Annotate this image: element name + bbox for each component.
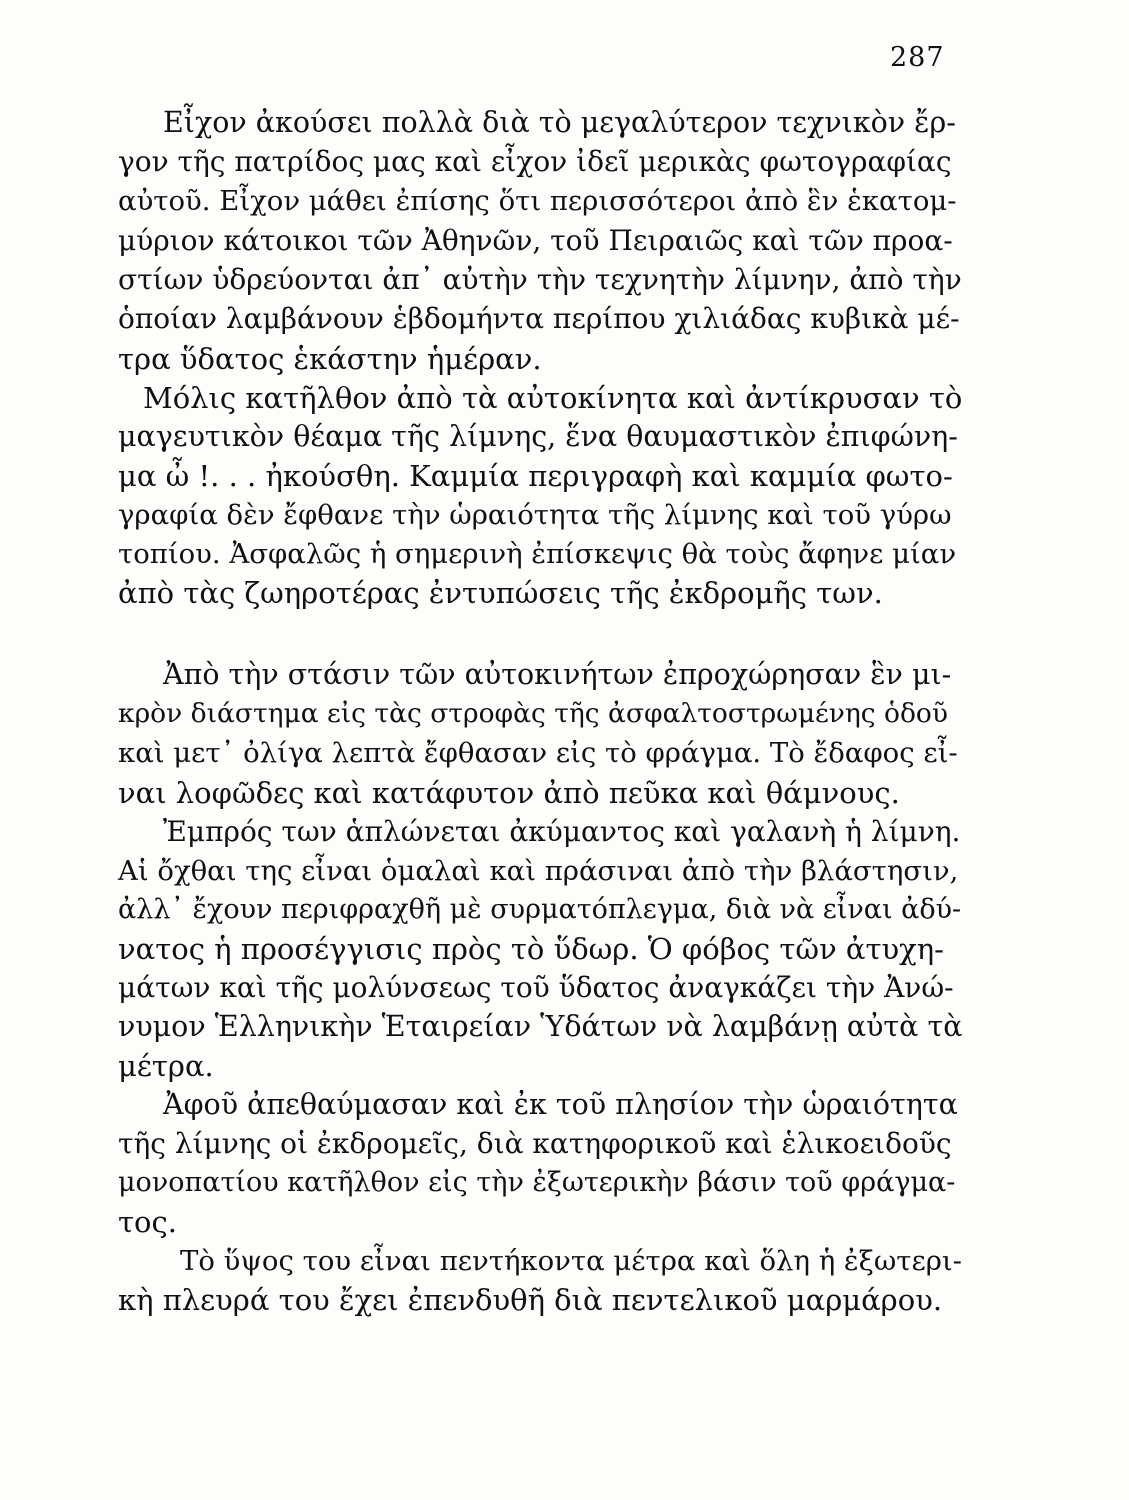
- text-line: ναι λοφῶδες καὶ κατάφυτον ἀπὸ πεῦκα καὶ θάμνους.: [118, 776, 900, 810]
- text-line: νατος ἡ προσέγγισις πρὸς τὸ ὕδωρ. Ὁ φόβος τῶν ἀτυχη-: [118, 932, 944, 966]
- text-line: ὁποίαν λαμβάνουν ἑβδομήντα περίπου χιλιάδας κυβικὰ μέ-: [118, 302, 960, 335]
- text-line: Αἱ ὄχθαι της εἶναι ὁμαλαὶ καὶ πράσιναι ἀπὸ τὴν βλάστησιν,: [118, 855, 959, 887]
- text-line: καὶ μετ᾽ ὀλίγα λεπτὰ ἔφθασαν εἰς τὸ φράγμα. Τὸ ἔδαφος εἶ-: [118, 737, 958, 769]
- text-line: Εἶχον ἀκούσει πολλὰ διὰ τὸ μεγαλύτερον τεχνικὸν ἔρ-: [163, 106, 956, 139]
- text-line: μύριον κάτοικοι τῶν Ἀθηνῶν, τοῦ Πειραιῶς καὶ τῶν προα-: [118, 224, 953, 257]
- text-line: μάτων καὶ τῆς μολύνσεως τοῦ ὕδατος ἀναγκάζει τὴν Ἀνώ-: [118, 971, 954, 1004]
- text-line: τοπίου. Ἀσφαλῶς ἡ σημερινὴ ἐπίσκεψις θὰ τοὺς ἄφηνε μίαν: [118, 538, 957, 570]
- text-line: νυμον Ἑλληνικὴν Ἑταιρείαν Ὑδάτων νὰ λαμβάνῃ αὐτὰ τὰ: [118, 1010, 963, 1043]
- text-line: ἀλλ᾽ ἔχουν περιφραχθῆ μὲ συρματόπλεγμα, διὰ νὰ εἶναι ἀδύ-: [118, 894, 962, 925]
- text-line: μα ὦ !. . . ἠκούσθη. Καμμία περιγραφὴ καὶ καμμία φωτο-: [118, 459, 953, 493]
- page-number: 287: [890, 42, 945, 73]
- text-line: στίων ὑδρεύονται ἀπ᾽ αὐτὴν τὴν τεχνητὴν λίμνην, ἀπὸ τὴν: [118, 263, 962, 296]
- text-line: τρα ὕδατος ἑκάστην ἡμέραν.: [118, 342, 542, 376]
- text-line: γραφία δὲν ἔφθανε τὴν ὡραιότητα τῆς λίμνης καὶ τοῦ γύρω: [118, 499, 952, 531]
- text-line: Ἐμπρός των ἁπλώνεται ἀκύμαντος καὶ γαλανὴ ἡ λίμνη.: [163, 815, 961, 848]
- text-line: ἀπὸ τὰς ζωηροτέρας ἐντυπώσεις τῆς ἐκδρομῆς των.: [118, 576, 883, 610]
- text-line: Ἀπὸ τὴν στάσιν τῶν αὐτοκινήτων ἐπροχώρησαν ἓν μι-: [163, 658, 952, 691]
- text-line: τος.: [118, 1205, 177, 1239]
- text-line: αὐτοῦ. Εἶχον μάθει ἐπίσης ὅτι περισσότεροι ἀπὸ ἓν ἑκατομ-: [118, 185, 957, 217]
- text-line: γον τῆς πατρίδος μας καὶ εἶχον ἰδεῖ μερικὰς φωτογραφίας: [118, 145, 952, 178]
- text-line: τῆς λίμνης οἱ ἐκδρομεῖς, διὰ κατηφορικοῦ καὶ ἑλικοειδοῦς: [118, 1127, 952, 1160]
- text-line: Μόλις κατῆλθον ἀπὸ τὰ αὐτοκίνητα καὶ ἀντίκρυσαν τὸ: [143, 381, 963, 415]
- text-line: μέτρα.: [118, 1049, 214, 1083]
- text-line: Ἀφοῦ ἀπεθαύμασαν καὶ ἐκ τοῦ πλησίον τὴν ὡραιότητα: [163, 1088, 958, 1121]
- text-line: Τὸ ὕψος του εἶναι πεντήκοντα μέτρα καὶ ὅλη ἡ ἐξωτερι-: [180, 1245, 962, 1277]
- text-line: μονοπατίου κατῆλθον εἰς τὴν ἐξωτερικὴν βάσιν τοῦ φράγμα-: [118, 1167, 956, 1198]
- text-line: κρὸν διάστημα εἰς τὰς στροφὰς τῆς ἀσφαλτοστρωμένης ὁδοῦ: [118, 698, 949, 729]
- text-line: κὴ πλευρά του ἔχει ἐπενδυθῆ διὰ πεντελικοῦ μαρμάρου.: [118, 1283, 943, 1317]
- text-line: μαγευτικὸν θέαμα τῆς λίμνης, ἕνα θαυμαστικὸν ἐπιφώνη-: [118, 420, 958, 453]
